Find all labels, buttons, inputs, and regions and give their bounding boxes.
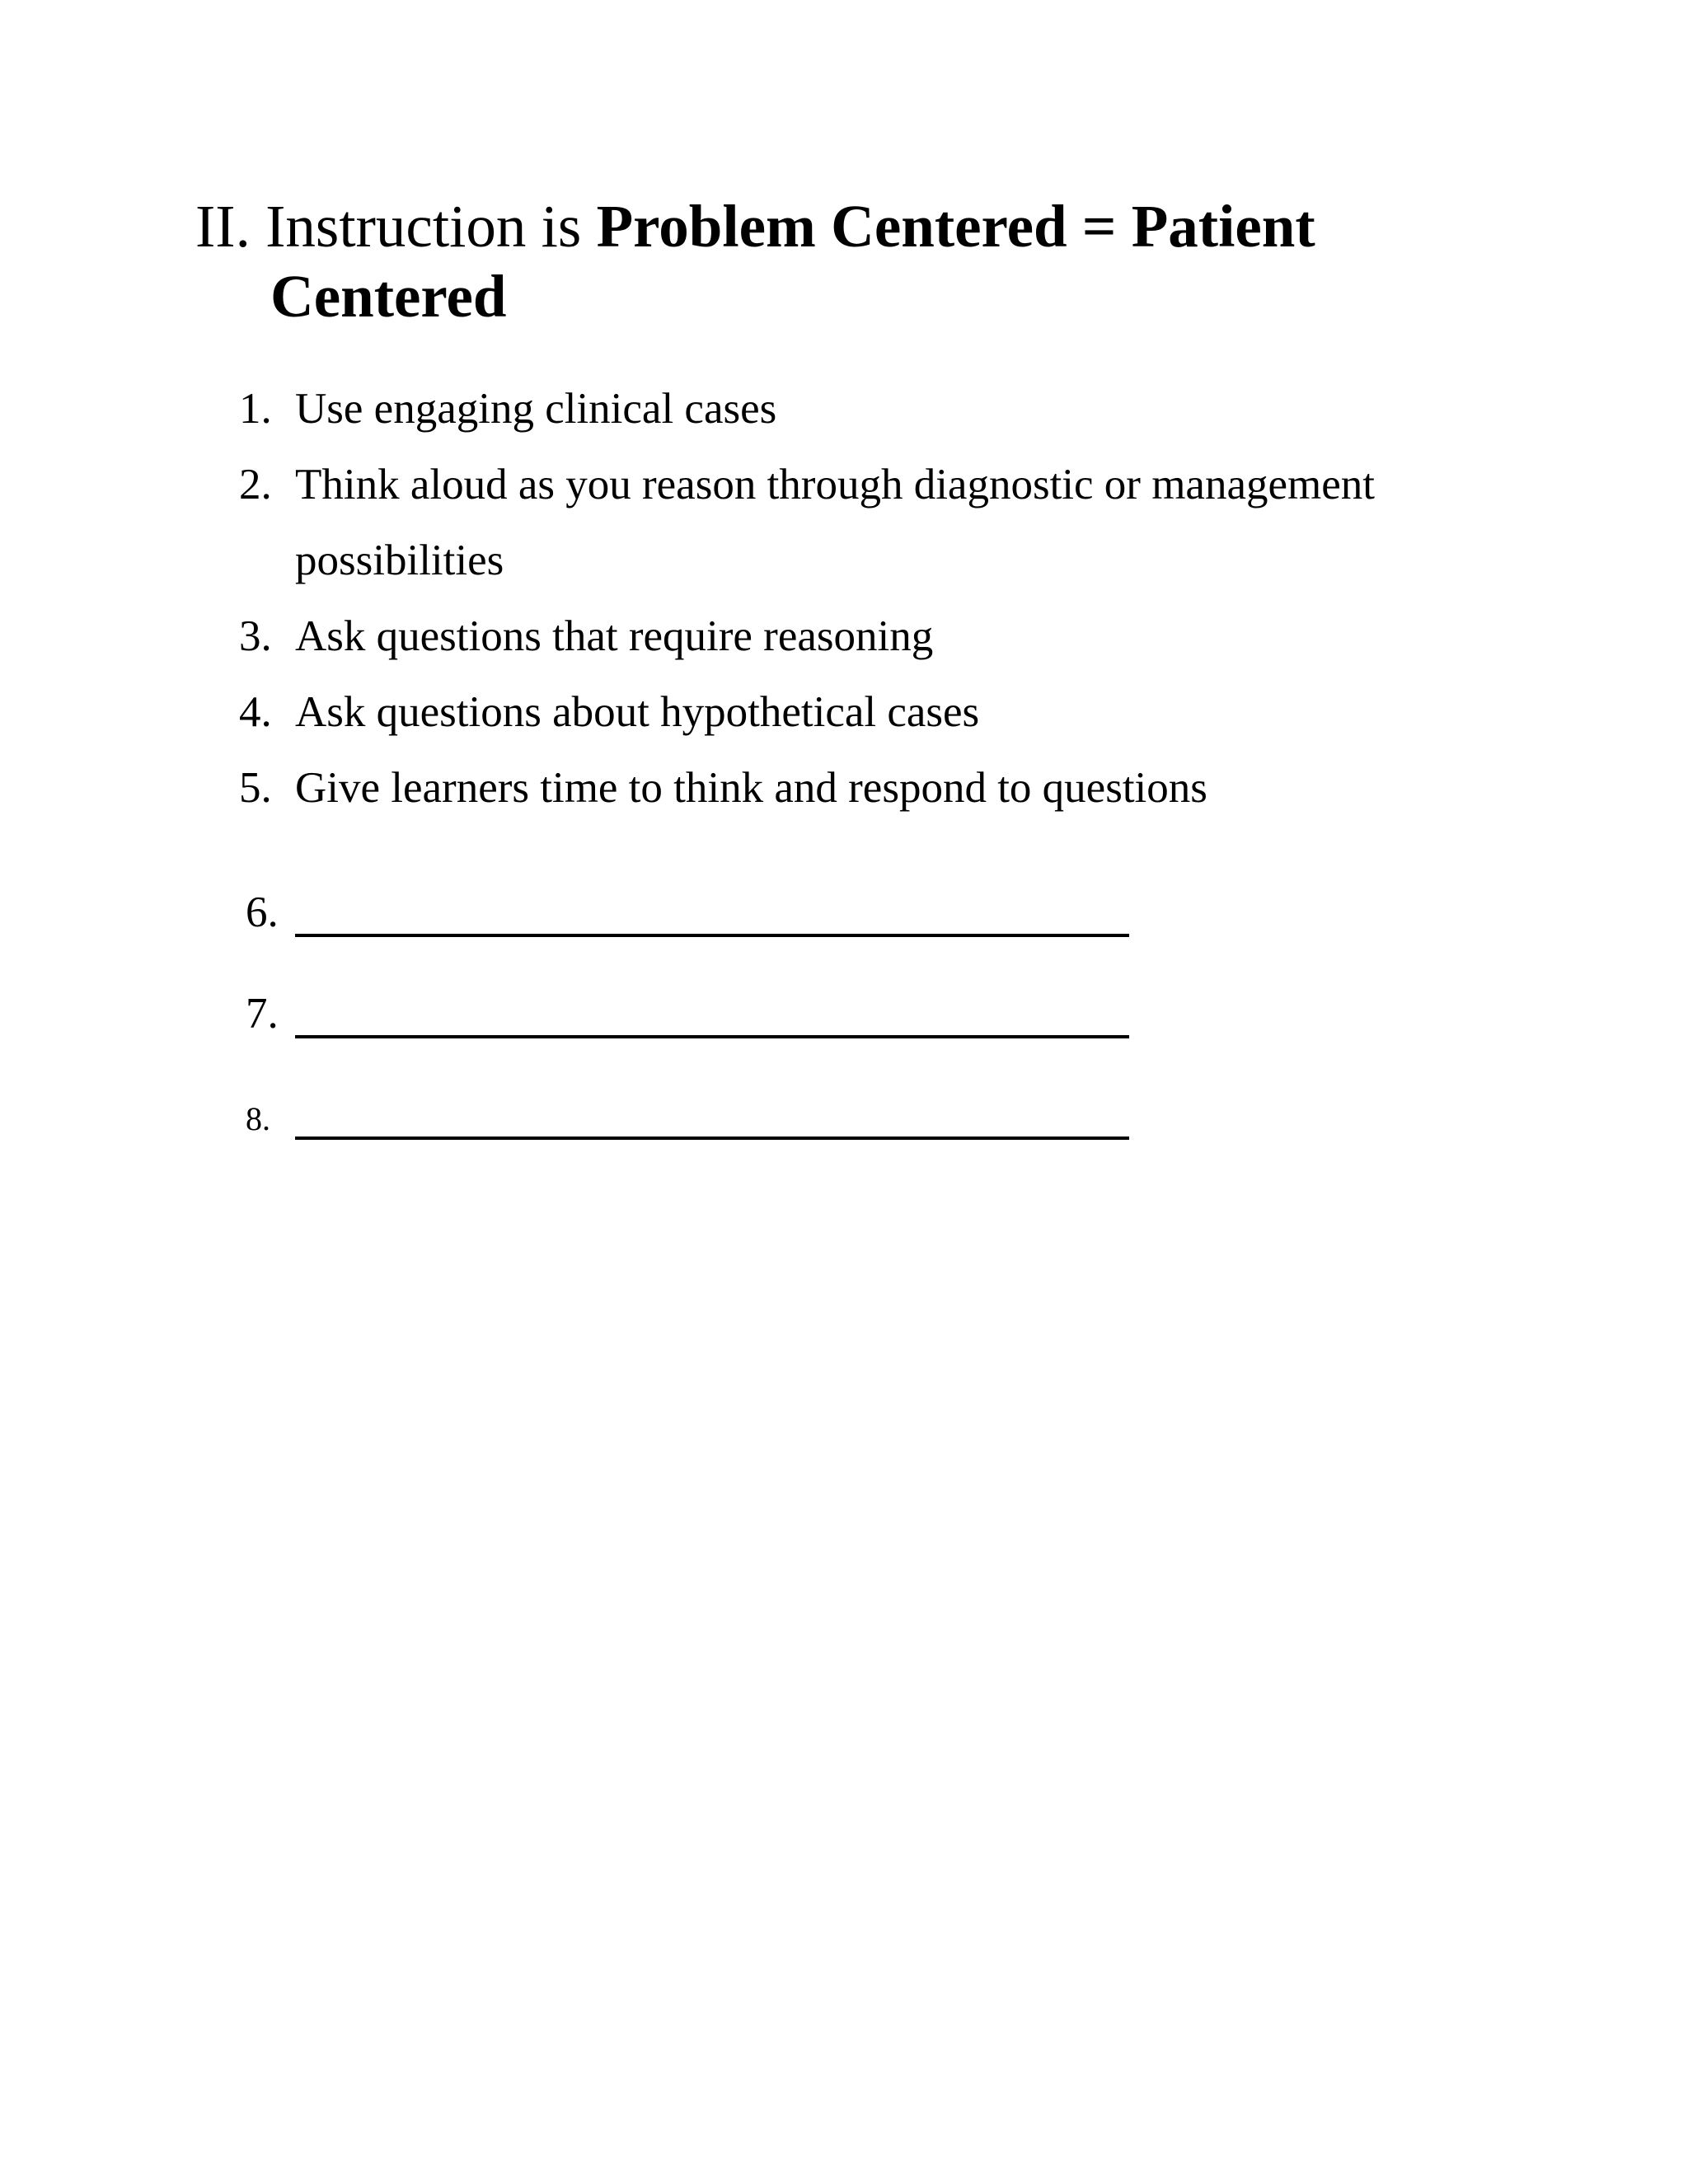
list-item-text: Think aloud as you reason through diagnostic or management xyxy=(295,461,1375,509)
heading-bold-line-1: Problem Centered = Patient xyxy=(596,193,1315,260)
blank-answer-line[interactable] xyxy=(295,934,1129,937)
blank-list-item xyxy=(239,878,1129,944)
list-item-number: 3. xyxy=(239,612,272,660)
list-item-number: 2. xyxy=(239,461,272,509)
heading-prefix: II. Instruction is xyxy=(195,193,597,260)
blank-list-item xyxy=(239,1080,1129,1146)
list-item xyxy=(239,674,979,750)
list-item xyxy=(239,750,1207,826)
blank-item-number: 7. xyxy=(246,990,279,1038)
blank-item-number: 8. xyxy=(246,1100,270,1137)
list-item xyxy=(239,447,1375,523)
blank-item-number: 6. xyxy=(246,888,279,936)
heading-line-2 xyxy=(195,261,1432,331)
list-item-text: Ask questions that require reasoning xyxy=(295,612,934,660)
list-item-continuation: possibilities xyxy=(295,537,504,584)
list-item-text: Use engaging clinical cases xyxy=(295,385,777,433)
list-item-number: 5. xyxy=(239,764,272,812)
list-item-text: Ask questions about hypothetical cases xyxy=(295,688,980,736)
heading-bold-line-2: Centered xyxy=(270,263,507,330)
list-item-number: 1. xyxy=(239,385,272,433)
blank-list-item xyxy=(239,979,1129,1045)
list-item-text: Give learners time to think and respond to questions xyxy=(295,764,1207,812)
list-item-number: 4. xyxy=(239,688,272,736)
blank-answer-line[interactable] xyxy=(295,1137,1129,1140)
heading-line-1 xyxy=(195,191,1432,261)
section-heading xyxy=(195,191,1432,331)
list-item xyxy=(239,371,776,447)
blank-answer-line[interactable] xyxy=(295,1035,1129,1038)
list-item xyxy=(239,598,933,674)
